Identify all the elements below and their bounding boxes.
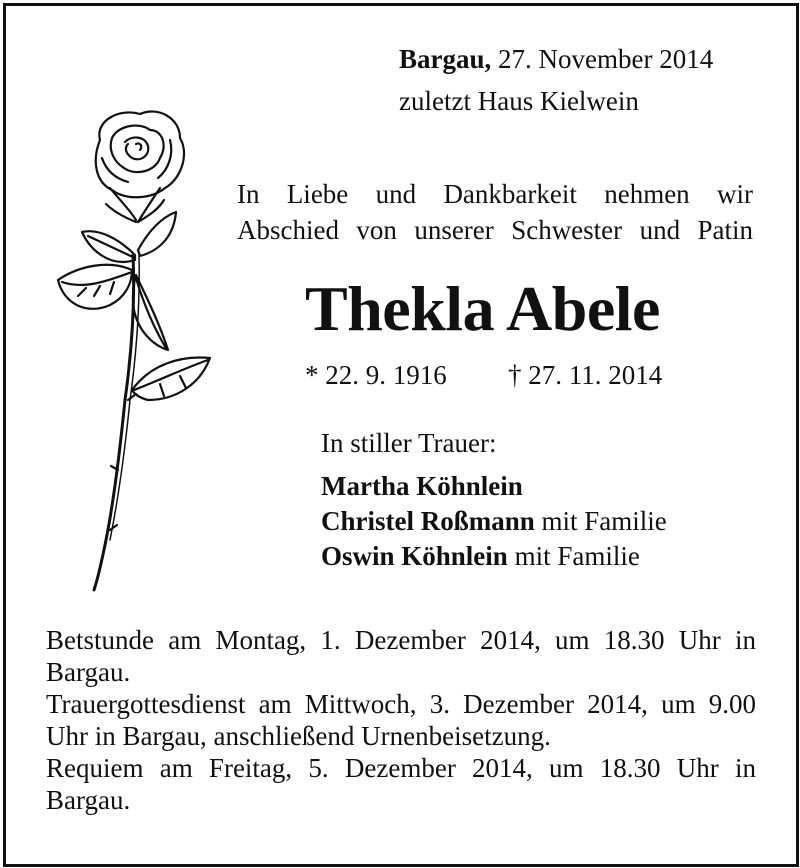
birth-date: * 22. 9. 1916 <box>305 360 447 390</box>
deceased-name: Thekla Abele <box>305 273 660 344</box>
mourner-item <box>321 543 640 570</box>
intro-text: In Liebe und Dankbarkeit nehmen wir Abschied von unserer Schwester und Patin <box>237 179 753 245</box>
mourner-item <box>321 473 523 500</box>
mourner-name: Oswin Köhnlein <box>321 541 508 571</box>
service-notice: Trauergottesdienst am Mittwoch, 3. Dezember 2014, um 9.00 Uhr in Bargau, anschließend Urnenbeisetzung. <box>46 689 756 751</box>
rose-icon <box>40 100 230 600</box>
mourning-heading: In stiller Trauer: <box>321 428 497 458</box>
service-notices <box>46 624 756 816</box>
place: Bargau, <box>399 44 492 74</box>
mourner-name: Christel Roßmann <box>321 506 535 536</box>
death-date: † 27. 11. 2014 <box>508 360 663 390</box>
service-notice: Requiem am Freitag, 5. Dezember 2014, um 18.30 Uhr in Bargau. <box>46 753 756 815</box>
mourner-name: Martha Köhnlein <box>321 471 523 501</box>
mourner-item <box>321 508 667 535</box>
mourner-suffix: mit Familie <box>534 506 667 536</box>
place-date-line <box>399 46 713 73</box>
mourner-suffix: mit Familie <box>507 541 640 571</box>
service-notice: Betstunde am Montag, 1. Dezember 2014, um 18.30 Uhr in Bargau. <box>46 625 756 687</box>
last-residence: zuletzt Haus Kielwein <box>399 86 639 116</box>
notice-date: 27. November 2014 <box>498 44 714 74</box>
